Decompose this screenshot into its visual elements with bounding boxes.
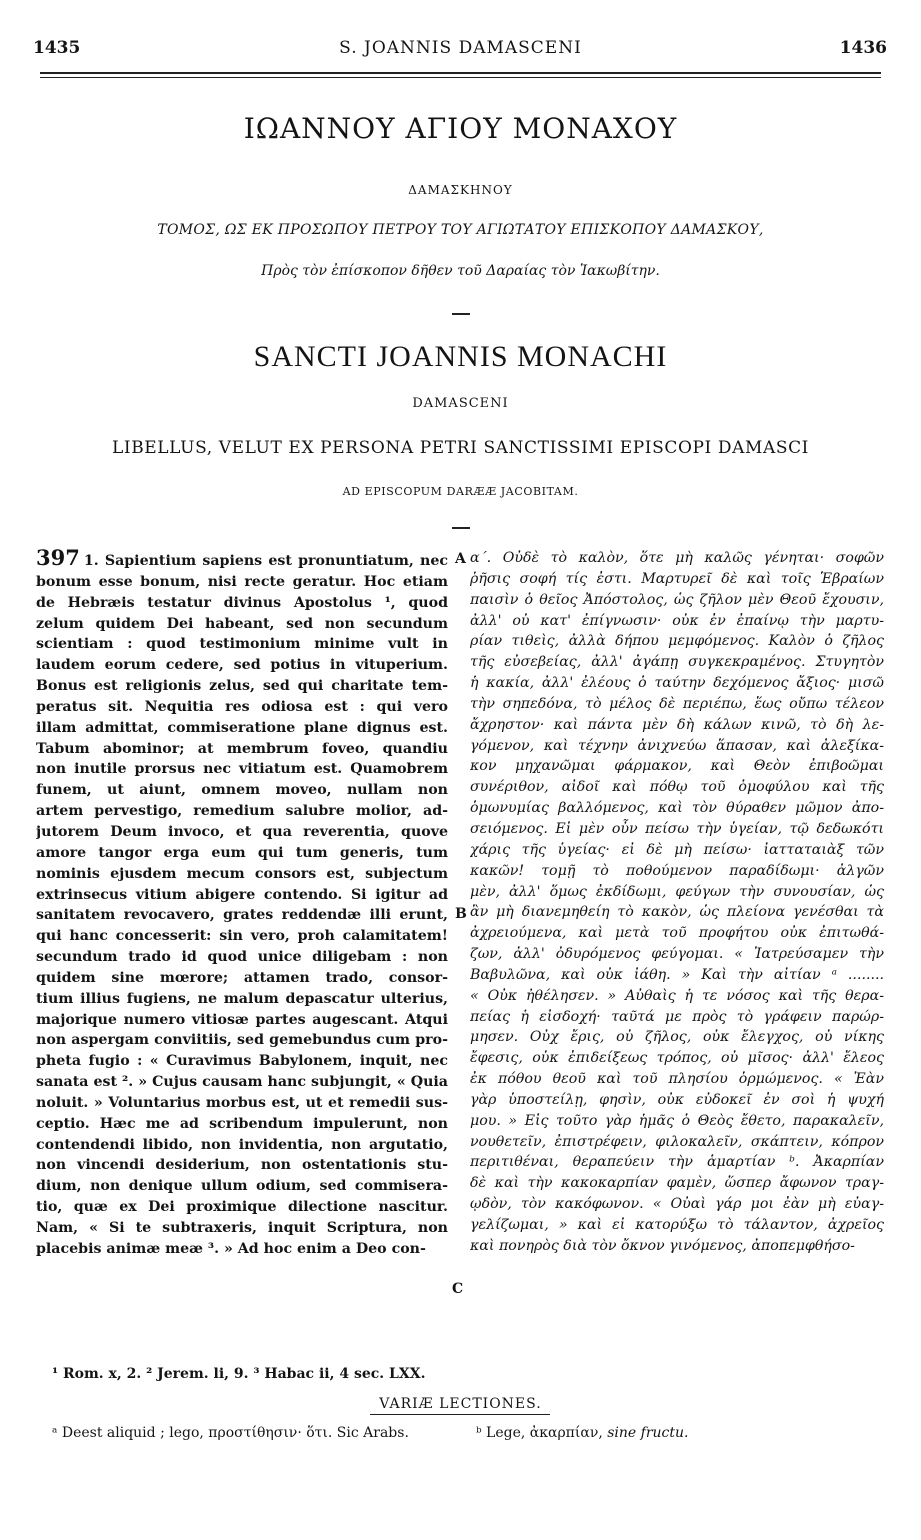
text-line [36,989,448,1010]
line-text: majorique numero vitiosæ partes augescant. Atqui [36,1011,448,1028]
text-line [470,944,884,965]
line-text: ὁμωνυμίας βαλλόμενος, καὶ τὸν θύραθεν μῶμον ἀπο- [470,800,884,817]
text-line [470,590,884,611]
line-text: Bonus est religionis zelus, sed qui charitate tem- [36,678,448,695]
running-title: S. JOANNIS DAMASCENI [339,38,582,58]
line-text: ἔφεσις, οὐκ ἐπιδείξεως τρόπος, οὐ μῖσος· ἀλλ' ἔλεος [470,1050,884,1067]
text-line [470,611,884,632]
variant-b [476,1425,688,1441]
variant-a: ᵃ Deest aliquid ; lego, προστίθησιν· ὅτι. Sic Arabs. [52,1425,409,1441]
page-number-right: 1436 [839,38,887,58]
line-text: scientiam : quod testimonium minime vult in [36,636,448,653]
line-text: ἐκ πόθου θεοῦ καὶ τοῦ πλησίου ὁρμώμενος. « Ἐὰν [470,1071,884,1088]
text-line [36,1218,448,1239]
line-text: Βαβυλῶνα, καὶ οὐκ ἰάθη. » Καὶ τὴν αἰτίαν ᵃ ........ [470,966,884,983]
text-line [36,548,448,572]
text-line [36,843,448,864]
text-line [470,1007,884,1028]
latin-ad: AD EPISCOPUM DARÆÆ JACOBITAM. [342,485,579,498]
greek-title: ΙΩΑΝΝΟΥ ΑΓΙΟΥ ΜΟΝΑΧΟΥ [243,112,678,145]
line-text: δὲ καὶ τὴν κακοκαρπίαν φαμὲν, ὥσπερ ἄφωνον τραγ- [470,1175,884,1192]
text-line [470,1215,884,1236]
text-line [470,1152,884,1173]
variae-rule [370,1414,550,1415]
text-line [36,780,448,801]
text-line [36,1176,448,1197]
line-text: amore tangor erga eum qui tum generis, tum [36,844,448,861]
line-text: τὴν σηπεδόνα, τὸ μέλος δὲ περιέπω, ἕως οὔπω τέλεον [470,695,884,712]
text-line [470,715,884,736]
line-text: sanata est ². » Cujus causam hanc subjungit, « Quia [36,1074,448,1091]
line-text: παισὶν ὁ θεῖος Ἀπόστολος, ὡς ζῆλον μὲν Θεοῦ ἔχουσιν, [470,591,884,608]
text-line [36,1239,448,1260]
line-text: pheta fugio : « Curavimus Babylonem, inquit, nec [36,1053,448,1070]
text-line [470,798,884,819]
latin-column [36,548,448,1260]
text-line [470,777,884,798]
text-line [36,1093,448,1114]
text-line [470,1090,884,1111]
text-line [36,1135,448,1156]
text-line [470,694,884,715]
text-line [36,905,448,926]
text-line [36,593,448,614]
text-line [36,572,448,593]
text-line [36,676,448,697]
section-dash [452,313,470,315]
line-text: χάρις τῆς ὑγείας· εἰ δὲ μὴ πείσω· ἰατταταιὰξ τῶν [470,841,884,858]
text-line [470,819,884,840]
line-text: α΄. Οὐδὲ τὸ καλὸν, ὅτε μὴ καλῶς γένηται· σοφῶν [470,550,884,566]
greek-subtitle: ΔΑΜΑΣΚΗΝΟΥ [408,183,513,197]
text-line [470,673,884,694]
line-text: artem pervestigo, remedium salubre molior, ad- [36,803,448,820]
line-text: de Hebræis testatur divinus Apostolus ¹, quod [36,594,448,611]
line-text: ἡ κακία, ἀλλ' ἐλέους ὁ ταύτην δεχόμενος ἄξιος· μισῶ [470,675,884,692]
line-text: illam admittat, commiseratione plane dignus est. [36,719,448,736]
line-text: Tabum abominor; at membrum foveo, quandiu [36,740,448,757]
text-line [36,1051,448,1072]
line-text: γόμενον, καὶ τέχνην ἀνιχνεύω ἅπασαν, καὶ ἀλεξίκα- [470,737,884,754]
line-text: νουθετεῖν, ἐπιστρέφειν, φιλοκαλεῖν, σκάπτειν, κόπρον [470,1133,884,1150]
section-dash-2 [452,527,470,529]
line-text: ἀχρειούμενα, καὶ μετὰ τοῦ προφήτου οὐκ ἐπιτωθά- [470,925,884,942]
text-line [470,1069,884,1090]
text-line [470,1194,884,1215]
text-line [470,965,884,986]
text-line [470,1027,884,1048]
line-text: 1. Sapientium sapiens est pronuntiatum, nec [83,553,448,569]
text-line [470,1236,884,1257]
line-text: γὰρ ὑποστείλῃ, φησὶν, οὐκ εὐδοκεῖ ἐν σοὶ ἡ ψυχή [470,1091,884,1108]
line-text: μου. » Εἰς τοῦτο γὰρ ἡμᾶς ὁ Θεὸς ἔθετο, παρακαλεῖν, [470,1112,884,1129]
text-line [470,923,884,944]
text-line [36,739,448,760]
text-line [36,947,448,968]
line-text: sanitatem revocavero, grates reddendæ illi erunt, [36,907,448,924]
line-text: noluit. » Voluntarius morbus est, ut et remedii sus- [36,1094,448,1111]
line-text: peratus sit. Nequitia res odiosa est : qui vero [36,698,448,715]
text-line [470,902,884,923]
text-line [36,614,448,635]
header-rule-thin [40,77,881,78]
line-text: σειόμενος. Εἰ μὲν οὖν πείσω τὴν ὑγείαν, τῷ δεδωκότι [470,820,884,837]
line-text: ζων, ἀλλ' ὀδυρόμενος φεύγομαι. « Ἰατρεύσαμεν τὴν [470,946,884,963]
text-line [470,1111,884,1132]
text-line [36,1114,448,1135]
line-text: κον μηχανῶμαι φάρμακον, καὶ Θεὸν ἐπιβοῶμαι [470,758,884,775]
text-line [36,1197,448,1218]
text-line [36,655,448,676]
line-text: dium, non denique ullum odium, sed commisera- [36,1178,448,1195]
text-line [36,697,448,718]
text-line [470,986,884,1007]
greek-address: Πρὸς τὸν ἐπίσκοπον δῆθεν τοῦ Δαραίας τὸν Ἰακωβίτην. [261,263,660,279]
page-number-left: 1435 [33,38,81,58]
line-text: tium illius fugiens, ne malum depascatur ulterius, [36,990,448,1007]
latin-subtitle: DAMASCENI [412,396,509,411]
line-text: non aspergam conviitiis, sed gemebundus cum pro- [36,1032,448,1049]
text-line [36,926,448,947]
latin-title: SANCTI JOANNIS MONACHI [253,340,668,373]
line-text: μὲν, ἀλλ' ὅμως ἐκδίδωμι, φεύγων τὴν συνουσίαν, ὡς [470,883,884,900]
greek-column [470,548,884,1257]
text-line [470,652,884,673]
line-text: nominis ejusdem mecum consors est, subjectum [36,865,448,882]
text-line [470,882,884,903]
line-text: ἄχρηστον· καὶ πάντα μὲν δὴ κάλων κινῶ, τὸ δὴ λε- [470,716,884,733]
line-text: μησεν. Οὐχ ἔρις, οὐ ζῆλος, οὐκ ἔλεγχος, οὐ νίκης [470,1029,884,1046]
text-line [36,1030,448,1051]
line-text: ἀλλ' οὐ κατ' ἐπίγνωσιν· οὐκ ἐν ἐπαίνῳ τὴν μαρτυ- [470,612,884,629]
text-line [470,631,884,652]
text-line [36,759,448,780]
text-line [36,634,448,655]
text-line [470,756,884,777]
line-text: κακῶν! τομῇ τὸ ποθούμενον παραδίδωμι· ἀλγῶν [470,862,884,879]
text-line [470,548,884,569]
text-line [36,1010,448,1031]
line-text: placebis animæ meæ ³. » Ad hoc enim a Deo con- [36,1240,426,1257]
text-line [36,864,448,885]
header-rule [40,72,881,74]
line-text: ῳδὸν, τὸν κακόφωνον. « Οὐαὶ γάρ μοι ἐὰν μὴ εὐαγ- [470,1196,884,1213]
latin-libellus: LIBELLUS, VELUT EX PERSONA PETRI SANCTISSIMI EPISCOPI DAMASCI [111,438,810,458]
line-text: καὶ πονηρὸς διὰ τὸν ὄκνον γινόμενος, ἀποπεμφθήσο- [470,1237,855,1254]
text-line [470,569,884,590]
line-text: ρίαν τιθεὶς, ἀλλὰ δήπου μεμφόμενος. Καλὸν ὁ ζῆλος [470,633,884,650]
text-line [36,1155,448,1176]
text-line [470,1173,884,1194]
line-text: qui hanc concesserit: sin vero, proh calamitatem! [36,928,448,945]
line-text: περιτιθέναι, θεραπεύειν τὴν ἁμαρτίαν ᵇ. Ἀκαρπίαν [470,1154,884,1171]
line-text: zelum quidem Dei habeant, sed non secundum [36,615,448,632]
line-text: ceptio. Hæc me ad scribendum impulerunt, non [36,1115,448,1132]
line-text: Nam, « Si te subtraxeris, inquit Scriptura, non [36,1220,448,1236]
column-number: 397 [36,548,80,570]
line-text: γελίζωμαι, » καὶ εἰ κατορύξω τὸ τάλαντον, ἀχρεῖος [470,1217,884,1233]
variant-b-greek: ἀκαρπίαν, [529,1425,608,1441]
line-text: quidem sine mœrore; attamen trado, consor- [36,969,448,986]
text-line [36,801,448,822]
text-line [470,861,884,882]
line-text: bonum esse bonum, nisi recte geratur. Hoc etiam [36,573,448,590]
text-line [470,1048,884,1069]
line-text: τῆς εὐσεβείας, ἀλλ' ἀγάπῃ συγκεκραμένος. Στυγητὸν [470,654,884,671]
line-text: πείας ἡ εἰσδοχή· ταῦτά με πρὸς τὸ γράφειν παρώρ- [470,1008,884,1025]
text-line [36,822,448,843]
line-text: non inutile prorsus nec vitiatum est. Quamobrem [36,761,448,778]
text-line [36,885,448,906]
text-line [36,718,448,739]
line-text: ἂν μὴ διανεμηθείη τὸ κακὸν, ὡς πλείονα γενέσθαι τὰ [470,904,884,921]
margin-marker-a: A [455,551,466,567]
line-text: συνέριθον, αἰδοῖ καὶ πόθῳ τοῦ ὁμοφύλου καὶ τῆς [470,779,884,796]
footnotes: ¹ Rom. x, 2. ² Jerem. li, 9. ³ Habac ii, 4 sec. LXX. [52,1366,426,1382]
line-text: « Οὐκ ἠθέλησεν. » Αὐθαὶς ἡ τε νόσος καὶ τῆς θερα- [470,987,884,1004]
text-line [470,1132,884,1153]
greek-tomos: ΤΟΜΟΣ, ΩΣ ΕΚ ΠΡΟΣΩΠΟΥ ΠΕΤΡΟΥ ΤΟΥ ΑΓΙΩΤΑΤΟΥ ΕΠΙΣΚΟΠΟΥ ΔΑΜΑΣΚΟΥ, [157,222,764,238]
variae-lectiones-title: VARIÆ LECTIONES. [379,1396,542,1412]
margin-marker-b: B [455,906,467,922]
margin-marker-c: C [452,1281,464,1297]
text-line [36,968,448,989]
text-line [470,840,884,861]
line-text: funem, ut aiunt, omnem moveo, nullam non [36,782,448,799]
line-text: ῥῆσις σοφή τίς ἐστι. Μαρτυρεῖ δὲ καὶ τοῖς Ἑβραίων [470,570,884,587]
line-text: non vincendi desiderium, non ostentationis stu- [36,1157,448,1174]
variant-b-italic: sine fructu. [607,1425,689,1441]
variant-b-prefix: ᵇ Lege, [476,1425,530,1441]
line-text: jutorem Deum invoco, et qua reverentia, quove [36,823,448,840]
text-line [470,736,884,757]
line-text: extrinsecus vitium abigere contendo. Si igitur ad [36,886,448,903]
text-line [36,1072,448,1093]
line-text: tio, quæ ex Dei proximique dilectione nascitur. [36,1199,448,1216]
line-text: laudem eorum cedere, sed potius in vituperium. [36,657,448,674]
line-text: secundum trado id quod unice diligebam : non [36,949,448,966]
line-text: contendendi libido, non invidentia, non argutatio, [36,1136,448,1153]
